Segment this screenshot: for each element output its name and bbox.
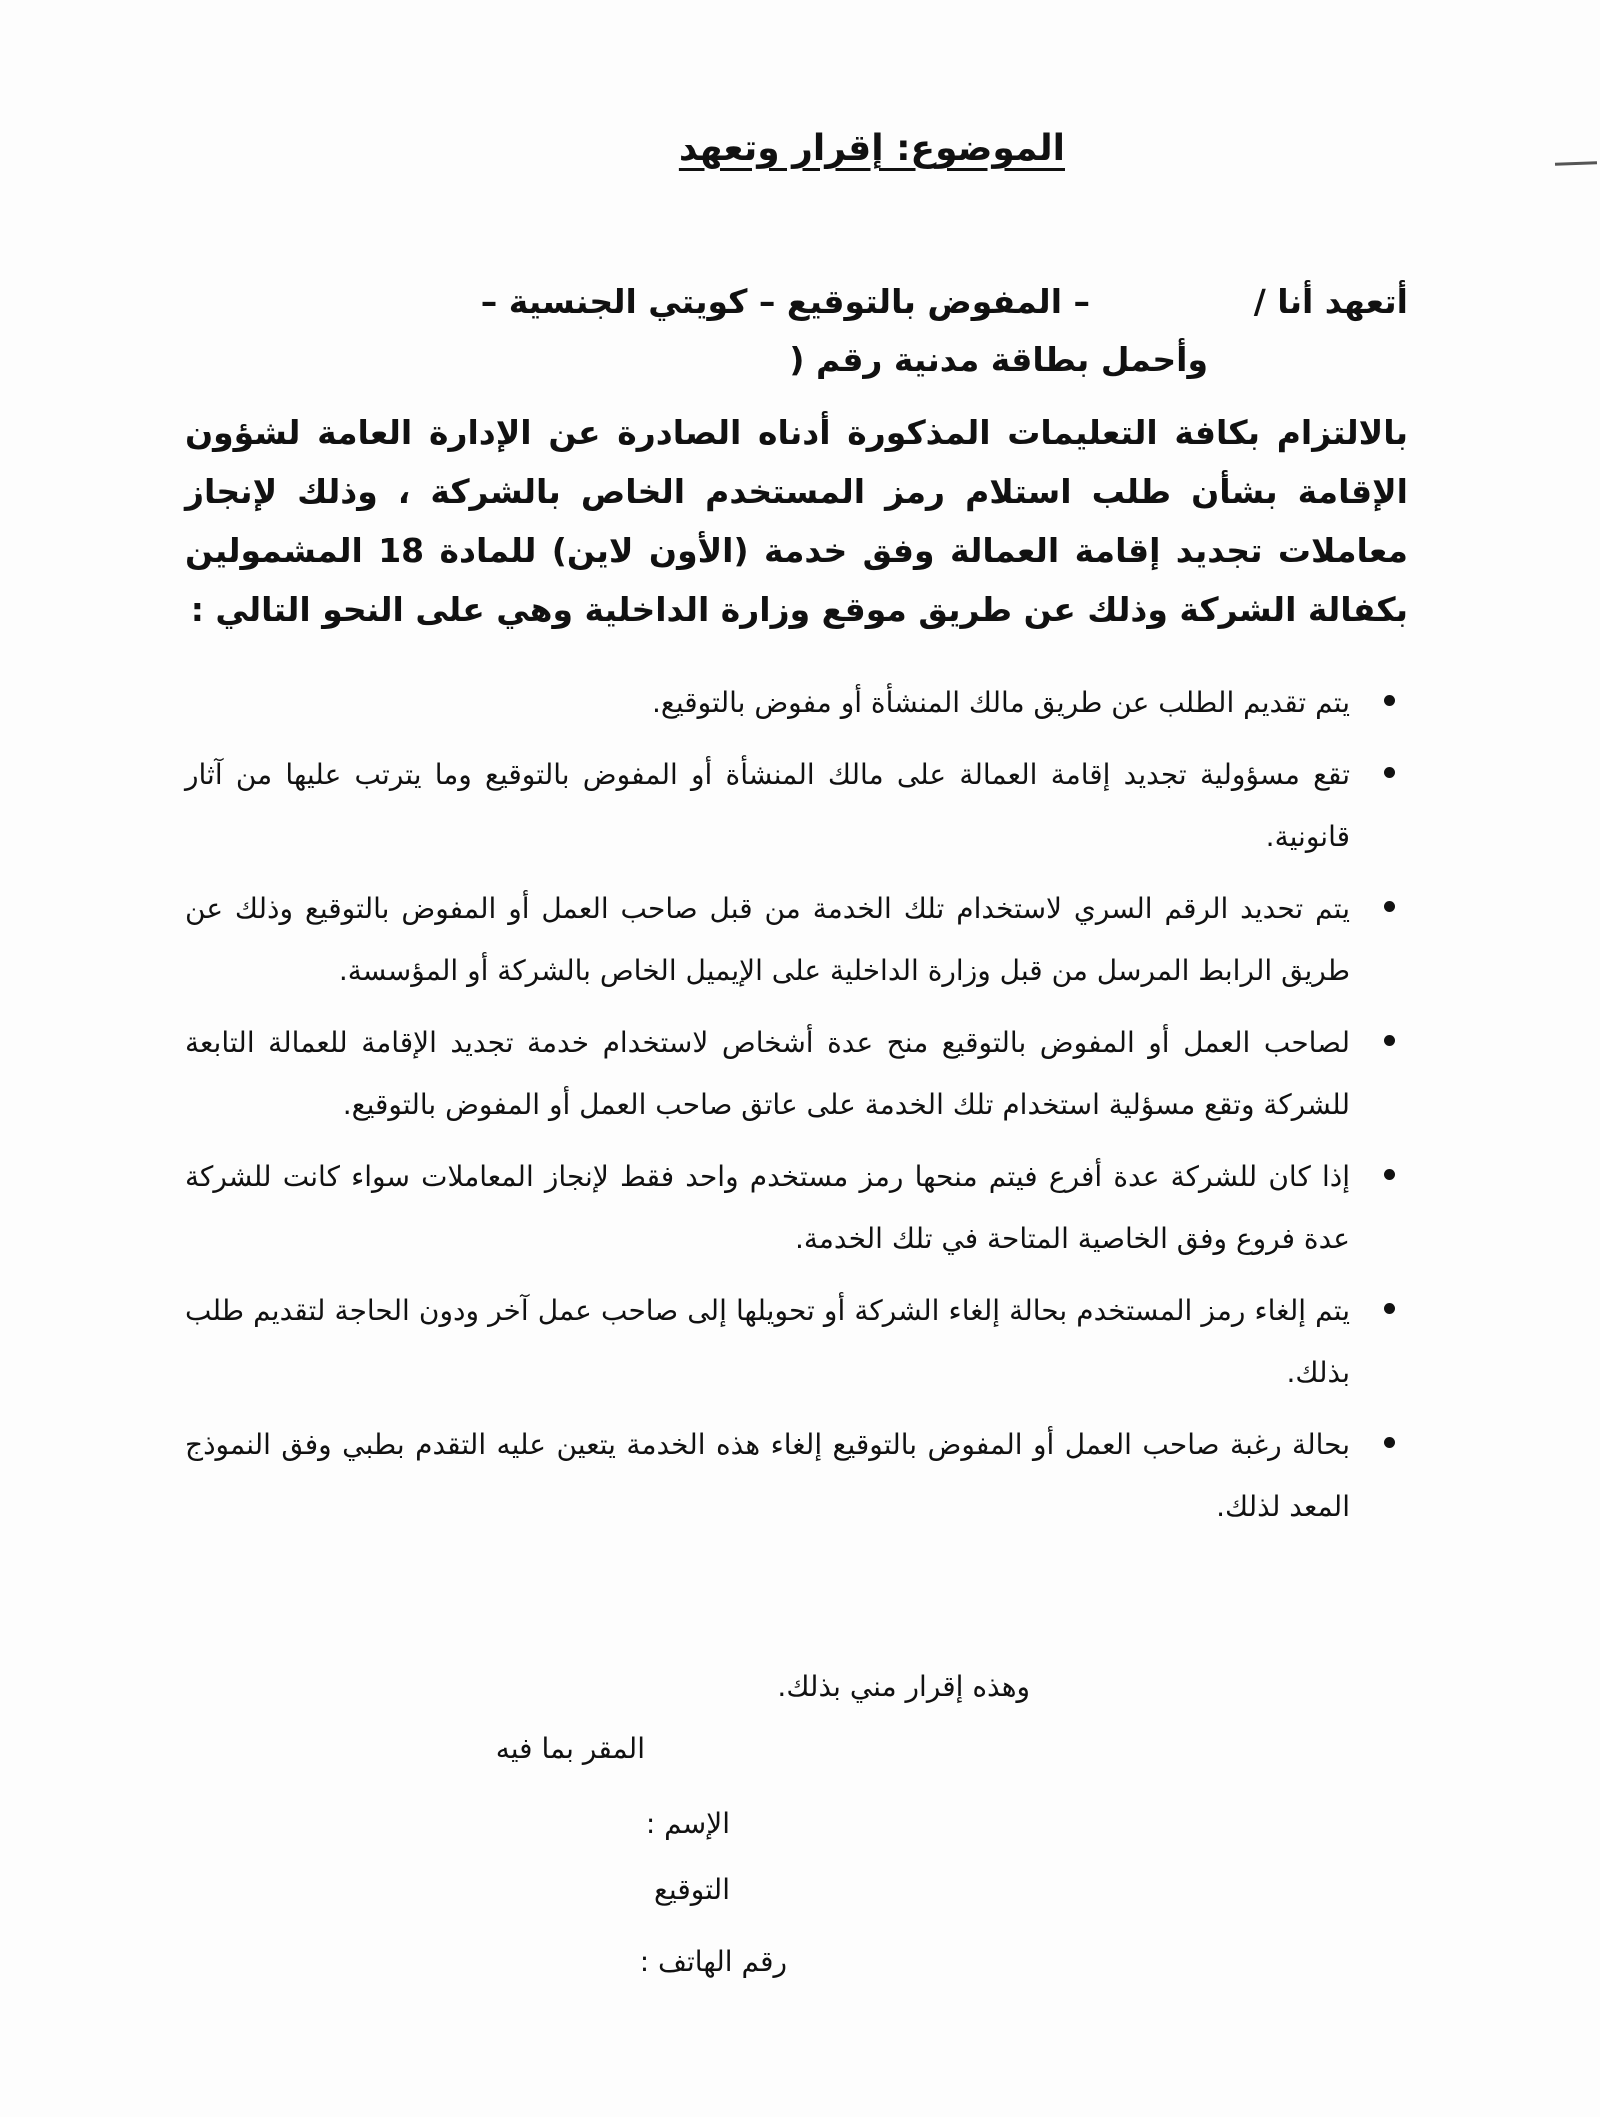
bullet-icon xyxy=(1384,695,1395,706)
rule-item xyxy=(185,878,1395,1002)
rule-text: يتم إلغاء رمز المستخدم بحالة إلغاء الشركة أو تحويلها إلى صاحب عمل آخر ودون الحاجة لتقديم طلب بذلك. xyxy=(185,1294,1350,1389)
rule-item xyxy=(185,672,1395,734)
name-label: الإسم : xyxy=(645,1807,730,1840)
rules-list xyxy=(185,672,1395,1548)
rule-text: إذا كان للشركة عدة أفرع فيتم منحها رمز مستخدم واحد فقط لإنجاز المعاملات سواء كانت للشركة عدة فروع وفق الخاصية المتاحة في تلك الخدمة. xyxy=(185,1160,1350,1255)
declarant-label: المقر بما فيه xyxy=(495,1732,645,1765)
pledge-start: أتعهد أنا / xyxy=(1253,282,1408,321)
bullet-icon xyxy=(1384,1035,1395,1046)
rule-text: تقع مسؤولية تجديد إقامة العمالة على مالك المنشأة أو المفوض بالتوقيع وما يترتب عليها من آثار قانونية. xyxy=(185,758,1350,853)
declaration-statement: وهذه إقرار مني بذلك. xyxy=(777,1670,1030,1703)
bullet-icon xyxy=(1384,767,1395,778)
rule-item xyxy=(185,744,1395,868)
bullet-icon xyxy=(1384,1303,1395,1314)
rule-item xyxy=(185,1280,1395,1404)
rule-text: لصاحب العمل أو المفوض بالتوقيع منح عدة أشخاص لاستخدام خدمة تجديد الإقامة للعمالة التابعة للشركة وتقع مسؤلية استخدام تلك الخدمة على عاتق صاحب العمل أو المفوض بالتوقيع. xyxy=(185,1026,1350,1121)
scan-margin-mark xyxy=(1555,161,1597,165)
pledge-line xyxy=(185,282,1408,332)
document-subject: الموضوع: إقرار وتعهد xyxy=(678,128,1065,169)
bullet-icon xyxy=(1384,1437,1395,1448)
rule-item xyxy=(185,1146,1395,1270)
rule-item xyxy=(185,1012,1395,1136)
civil-id-line: وأحمل بطاقة مدنية رقم ( xyxy=(789,340,1208,379)
rule-text: يتم تقديم الطلب عن طريق مالك المنشأة أو مفوض بالتوقيع. xyxy=(652,686,1350,719)
bullet-icon xyxy=(1384,1169,1395,1180)
intro-paragraph: بالالتزام بكافة التعليمات المذكورة أدناه الصادرة عن الإدارة العامة لشؤون الإقامة بشأن طلب استلام رمز المستخدم الخاص بالشركة ، وذلك لإنجاز معاملات تجديد إقامة العمالة وفق خدمة (الأون لاين) للمادة 18 المشمولين بكفالة الشركة وذلك عن طريق موقع وزارة الداخلية وهي على النحو التالي : xyxy=(185,413,1408,629)
pledge-role-nationality: – المفوض بالتوقيع – كويتي الجنسية – xyxy=(480,282,1090,321)
signature-label: التوقيع xyxy=(654,1873,730,1906)
rule-text: يتم تحديد الرقم السري لاستخدام تلك الخدمة من قبل صاحب العمل أو المفوض بالتوقيع وذلك عن طريق الرابط المرسل من قبل وزارة الداخلية على الإيميل الخاص بالشركة أو المؤسسة. xyxy=(185,892,1350,987)
rule-item xyxy=(185,1414,1395,1538)
phone-label: رقم الهاتف : xyxy=(639,1945,787,1978)
rule-text: بحالة رغبة صاحب العمل أو المفوض بالتوقيع إلغاء هذه الخدمة يتعين عليه التقدم بطبي وفق النموذج المعد لذلك. xyxy=(185,1428,1350,1523)
bullet-icon xyxy=(1384,901,1395,912)
